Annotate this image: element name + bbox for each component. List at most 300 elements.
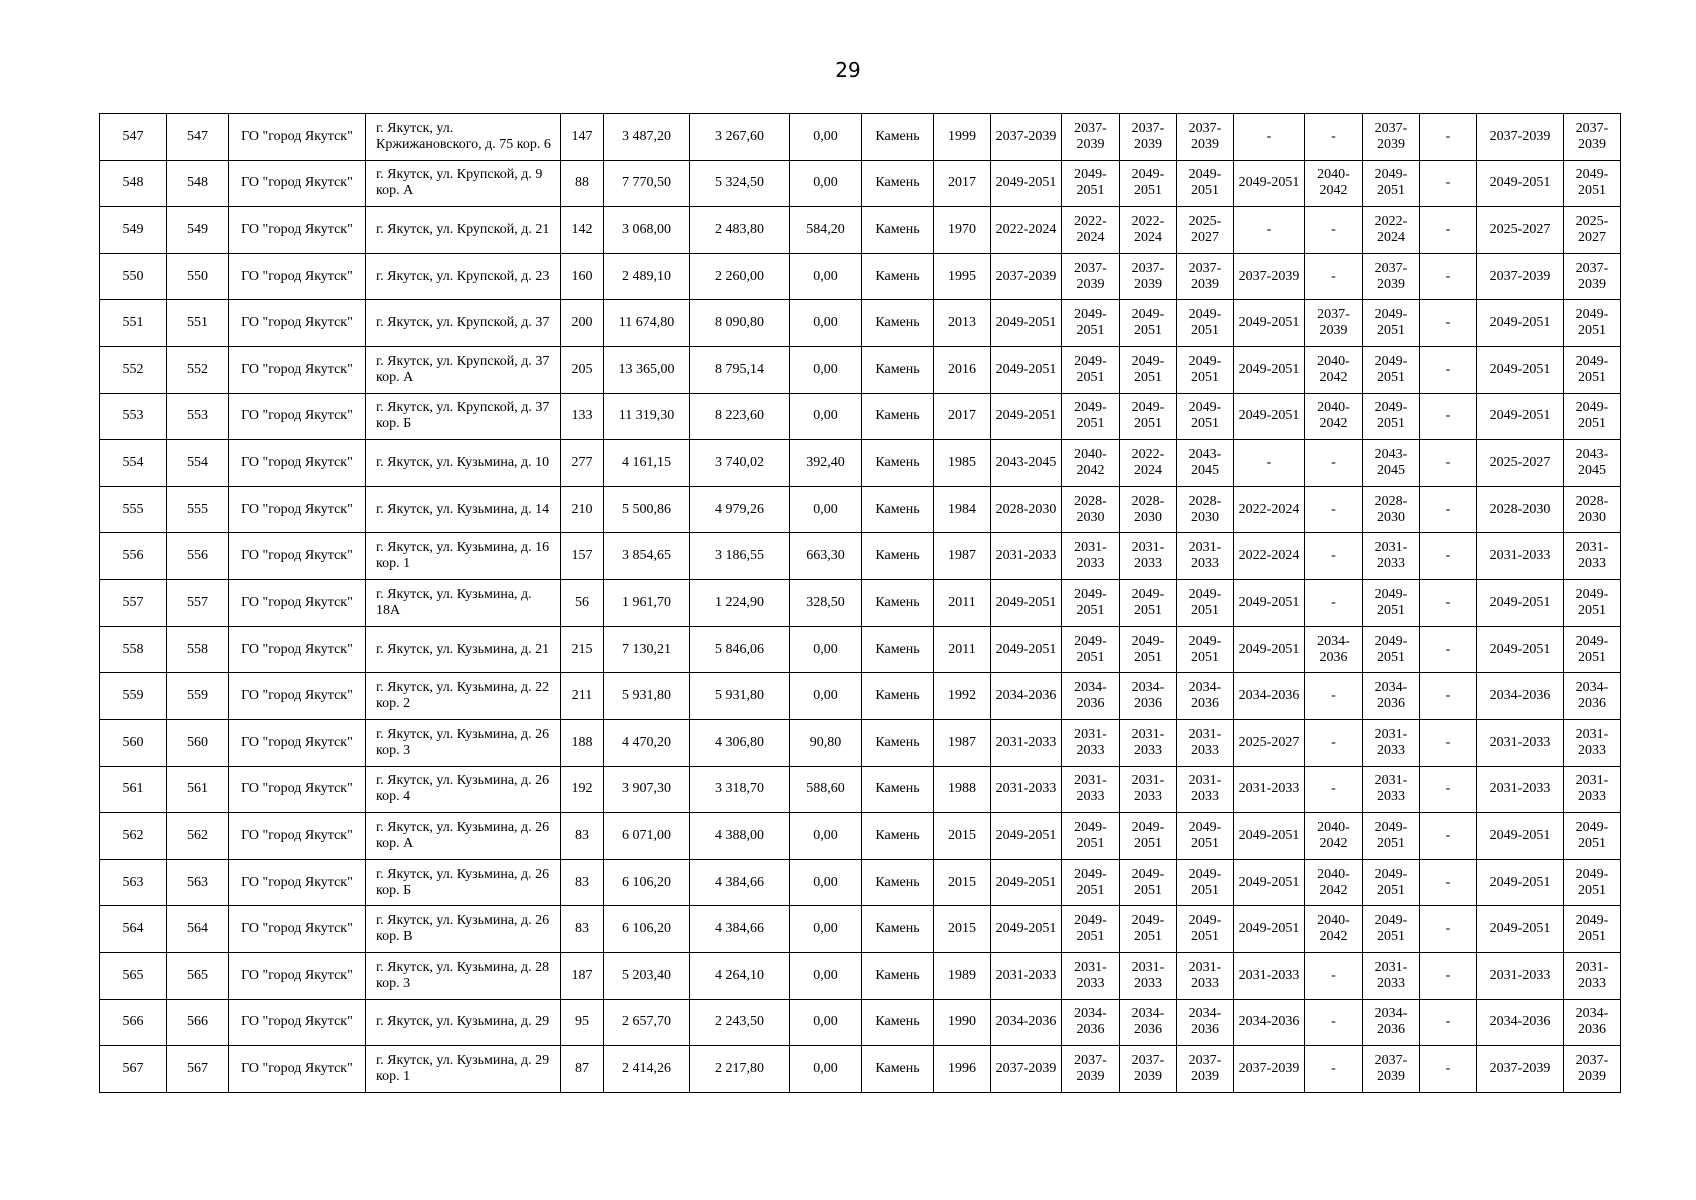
cell-period-3: 2022-2024 <box>1120 207 1177 254</box>
cell-period-8: - <box>1420 766 1477 813</box>
cell-period-4: 2031-2033 <box>1177 766 1234 813</box>
cell-row-number: 566 <box>100 999 167 1046</box>
cell-period-8: - <box>1420 300 1477 347</box>
cell-total-area: 5 931,80 <box>604 673 690 720</box>
table-row <box>100 766 1621 813</box>
cell-nonresidential-area: 0,00 <box>790 952 862 999</box>
cell-build-year: 2017 <box>934 160 991 207</box>
cell-build-year: 1987 <box>934 533 991 580</box>
cell-municipality: ГО "город Якутск" <box>229 114 366 161</box>
cell-period-9: 2049-2051 <box>1477 813 1564 860</box>
cell-residential-area: 5 846,06 <box>690 626 790 673</box>
cell-period-2: 2031-2033 <box>1062 766 1120 813</box>
cell-period-10: 2049-2051 <box>1564 300 1621 347</box>
cell-record-number: 564 <box>167 906 229 953</box>
cell-period-1: 2049-2051 <box>991 393 1062 440</box>
cell-period-7: 2049-2051 <box>1363 626 1420 673</box>
cell-wall-material: Камень <box>862 999 934 1046</box>
cell-address: г. Якутск, ул. Кузьмина, д. 26 кор. Б <box>366 859 561 906</box>
cell-municipality: ГО "город Якутск" <box>229 859 366 906</box>
cell-period-9: 2031-2033 <box>1477 952 1564 999</box>
cell-address: г. Якутск, ул. Кузьмина, д. 16 кор. 1 <box>366 533 561 580</box>
cell-period-6: 2040-2042 <box>1305 347 1363 394</box>
cell-period-10: 2049-2051 <box>1564 160 1621 207</box>
cell-period-2: 2049-2051 <box>1062 906 1120 953</box>
cell-period-2: 2037-2039 <box>1062 114 1120 161</box>
cell-period-4: 2037-2039 <box>1177 114 1234 161</box>
cell-municipality: ГО "город Якутск" <box>229 952 366 999</box>
cell-period-10: 2043-2045 <box>1564 440 1621 487</box>
cell-period-2: 2037-2039 <box>1062 1046 1120 1093</box>
cell-total-area: 2 657,70 <box>604 999 690 1046</box>
cell-record-number: 549 <box>167 207 229 254</box>
cell-period-6: - <box>1305 1046 1363 1093</box>
cell-residential-area: 2 260,00 <box>690 253 790 300</box>
cell-period-4: 2049-2051 <box>1177 160 1234 207</box>
cell-row-number: 553 <box>100 393 167 440</box>
cell-municipality: ГО "город Якутск" <box>229 160 366 207</box>
cell-period-3: 2049-2051 <box>1120 859 1177 906</box>
cell-period-3: 2037-2039 <box>1120 1046 1177 1093</box>
cell-period-6: 2040-2042 <box>1305 160 1363 207</box>
cell-period-5: 2037-2039 <box>1234 1046 1305 1093</box>
cell-period-10: 2031-2033 <box>1564 533 1621 580</box>
cell-period-6: 2040-2042 <box>1305 906 1363 953</box>
cell-period-5: 2049-2051 <box>1234 906 1305 953</box>
cell-municipality: ГО "город Якутск" <box>229 253 366 300</box>
cell-wall-material: Камень <box>862 160 934 207</box>
cell-period-5: 2034-2036 <box>1234 673 1305 720</box>
cell-period-9: 2037-2039 <box>1477 114 1564 161</box>
table-row <box>100 673 1621 720</box>
cell-period-2: 2049-2051 <box>1062 347 1120 394</box>
cell-period-7: 2049-2051 <box>1363 393 1420 440</box>
cell-record-number: 567 <box>167 1046 229 1093</box>
cell-nonresidential-area: 0,00 <box>790 393 862 440</box>
cell-period-5: - <box>1234 440 1305 487</box>
table-body <box>100 114 1621 1093</box>
cell-period-9: 2049-2051 <box>1477 160 1564 207</box>
cell-period-1: 2037-2039 <box>991 1046 1062 1093</box>
cell-total-area: 3 907,30 <box>604 766 690 813</box>
cell-period-1: 2031-2033 <box>991 766 1062 813</box>
cell-period-3: 2031-2033 <box>1120 952 1177 999</box>
page-number: 29 <box>835 58 861 82</box>
cell-record-number: 548 <box>167 160 229 207</box>
cell-record-number: 555 <box>167 486 229 533</box>
cell-build-year: 1984 <box>934 486 991 533</box>
cell-period-3: 2037-2039 <box>1120 253 1177 300</box>
cell-nonresidential-area: 584,20 <box>790 207 862 254</box>
cell-residents: 88 <box>561 160 604 207</box>
cell-nonresidential-area: 663,30 <box>790 533 862 580</box>
cell-wall-material: Камень <box>862 673 934 720</box>
cell-wall-material: Камень <box>862 393 934 440</box>
cell-period-3: 2049-2051 <box>1120 580 1177 627</box>
cell-period-10: 2049-2051 <box>1564 580 1621 627</box>
cell-row-number: 547 <box>100 114 167 161</box>
cell-record-number: 554 <box>167 440 229 487</box>
cell-record-number: 550 <box>167 253 229 300</box>
cell-period-2: 2049-2051 <box>1062 580 1120 627</box>
cell-build-year: 1996 <box>934 1046 991 1093</box>
cell-total-area: 7 770,50 <box>604 160 690 207</box>
cell-nonresidential-area: 0,00 <box>790 160 862 207</box>
cell-address: г. Якутск, ул. Крупской, д. 37 кор. Б <box>366 393 561 440</box>
cell-period-9: 2034-2036 <box>1477 673 1564 720</box>
cell-period-4: 2028-2030 <box>1177 486 1234 533</box>
table-row <box>100 486 1621 533</box>
cell-address: г. Якутск, ул. Крупской, д. 37 кор. А <box>366 347 561 394</box>
cell-period-8: - <box>1420 813 1477 860</box>
cell-period-7: 2049-2051 <box>1363 160 1420 207</box>
cell-nonresidential-area: 328,50 <box>790 580 862 627</box>
cell-period-1: 2037-2039 <box>991 114 1062 161</box>
table-row <box>100 580 1621 627</box>
table-row <box>100 253 1621 300</box>
cell-residential-area: 4 264,10 <box>690 952 790 999</box>
cell-period-8: - <box>1420 580 1477 627</box>
cell-period-10: 2049-2051 <box>1564 626 1621 673</box>
cell-period-1: 2049-2051 <box>991 580 1062 627</box>
cell-period-10: 2028-2030 <box>1564 486 1621 533</box>
cell-residents: 157 <box>561 533 604 580</box>
cell-period-2: 2034-2036 <box>1062 999 1120 1046</box>
cell-record-number: 561 <box>167 766 229 813</box>
cell-period-6: - <box>1305 766 1363 813</box>
cell-period-4: 2043-2045 <box>1177 440 1234 487</box>
cell-period-7: 2031-2033 <box>1363 719 1420 766</box>
cell-wall-material: Камень <box>862 1046 934 1093</box>
cell-residents: 83 <box>561 906 604 953</box>
cell-residential-area: 3 267,60 <box>690 114 790 161</box>
cell-residential-area: 5 324,50 <box>690 160 790 207</box>
cell-residential-area: 2 483,80 <box>690 207 790 254</box>
cell-municipality: ГО "город Якутск" <box>229 673 366 720</box>
cell-residential-area: 3 740,02 <box>690 440 790 487</box>
cell-period-5: 2022-2024 <box>1234 533 1305 580</box>
cell-row-number: 559 <box>100 673 167 720</box>
cell-period-2: 2049-2051 <box>1062 300 1120 347</box>
cell-period-8: - <box>1420 253 1477 300</box>
cell-build-year: 2011 <box>934 626 991 673</box>
cell-period-6: - <box>1305 253 1363 300</box>
cell-period-1: 2034-2036 <box>991 999 1062 1046</box>
cell-period-10: 2034-2036 <box>1564 999 1621 1046</box>
cell-period-8: - <box>1420 347 1477 394</box>
cell-period-7: 2037-2039 <box>1363 253 1420 300</box>
cell-period-6: 2034-2036 <box>1305 626 1363 673</box>
cell-residents: 83 <box>561 859 604 906</box>
table-row <box>100 999 1621 1046</box>
cell-total-area: 3 854,65 <box>604 533 690 580</box>
cell-period-8: - <box>1420 719 1477 766</box>
cell-period-8: - <box>1420 533 1477 580</box>
cell-period-8: - <box>1420 160 1477 207</box>
cell-period-2: 2031-2033 <box>1062 952 1120 999</box>
cell-period-4: 2049-2051 <box>1177 347 1234 394</box>
cell-address: г. Якутск, ул. Кузьмина, д. 22 кор. 2 <box>366 673 561 720</box>
table-row <box>100 952 1621 999</box>
cell-build-year: 2016 <box>934 347 991 394</box>
cell-municipality: ГО "город Якутск" <box>229 440 366 487</box>
cell-nonresidential-area: 0,00 <box>790 347 862 394</box>
cell-period-1: 2028-2030 <box>991 486 1062 533</box>
cell-period-5: 2025-2027 <box>1234 719 1305 766</box>
cell-nonresidential-area: 0,00 <box>790 859 862 906</box>
cell-residents: 200 <box>561 300 604 347</box>
cell-period-4: 2049-2051 <box>1177 626 1234 673</box>
cell-nonresidential-area: 90,80 <box>790 719 862 766</box>
cell-period-1: 2049-2051 <box>991 160 1062 207</box>
table-row <box>100 533 1621 580</box>
cell-total-area: 2 489,10 <box>604 253 690 300</box>
cell-build-year: 1992 <box>934 673 991 720</box>
cell-period-1: 2034-2036 <box>991 673 1062 720</box>
cell-period-5: - <box>1234 114 1305 161</box>
cell-residents: 133 <box>561 393 604 440</box>
cell-residential-area: 3 186,55 <box>690 533 790 580</box>
cell-period-2: 2028-2030 <box>1062 486 1120 533</box>
cell-period-7: 2037-2039 <box>1363 1046 1420 1093</box>
cell-period-8: - <box>1420 207 1477 254</box>
cell-residents: 192 <box>561 766 604 813</box>
cell-period-3: 2034-2036 <box>1120 673 1177 720</box>
cell-period-6: - <box>1305 952 1363 999</box>
cell-row-number: 556 <box>100 533 167 580</box>
cell-address: г. Якутск, ул. Крупской, д. 21 <box>366 207 561 254</box>
cell-residential-area: 4 306,80 <box>690 719 790 766</box>
cell-record-number: 560 <box>167 719 229 766</box>
cell-period-7: 2037-2039 <box>1363 114 1420 161</box>
cell-period-10: 2049-2051 <box>1564 906 1621 953</box>
cell-period-8: - <box>1420 952 1477 999</box>
cell-period-8: - <box>1420 114 1477 161</box>
cell-period-2: 2037-2039 <box>1062 253 1120 300</box>
cell-period-8: - <box>1420 1046 1477 1093</box>
cell-period-9: 2034-2036 <box>1477 999 1564 1046</box>
cell-period-9: 2025-2027 <box>1477 207 1564 254</box>
cell-municipality: ГО "город Якутск" <box>229 813 366 860</box>
cell-period-6: 2040-2042 <box>1305 393 1363 440</box>
cell-address: г. Якутск, ул. Кузьмина, д. 21 <box>366 626 561 673</box>
cell-residents: 215 <box>561 626 604 673</box>
cell-period-6: 2040-2042 <box>1305 859 1363 906</box>
cell-record-number: 556 <box>167 533 229 580</box>
cell-total-area: 6 106,20 <box>604 859 690 906</box>
cell-period-4: 2049-2051 <box>1177 393 1234 440</box>
cell-municipality: ГО "город Якутск" <box>229 486 366 533</box>
cell-total-area: 2 414,26 <box>604 1046 690 1093</box>
cell-period-9: 2049-2051 <box>1477 580 1564 627</box>
cell-period-4: 2037-2039 <box>1177 253 1234 300</box>
cell-record-number: 563 <box>167 859 229 906</box>
cell-total-area: 6 071,00 <box>604 813 690 860</box>
cell-period-3: 2031-2033 <box>1120 719 1177 766</box>
cell-residents: 87 <box>561 1046 604 1093</box>
cell-wall-material: Камень <box>862 300 934 347</box>
cell-period-9: 2025-2027 <box>1477 440 1564 487</box>
cell-municipality: ГО "город Якутск" <box>229 1046 366 1093</box>
cell-period-5: 2049-2051 <box>1234 813 1305 860</box>
cell-period-8: - <box>1420 859 1477 906</box>
cell-period-2: 2049-2051 <box>1062 160 1120 207</box>
cell-residents: 147 <box>561 114 604 161</box>
cell-build-year: 1988 <box>934 766 991 813</box>
cell-period-5: - <box>1234 207 1305 254</box>
cell-record-number: 558 <box>167 626 229 673</box>
cell-total-area: 3 487,20 <box>604 114 690 161</box>
cell-period-2: 2049-2051 <box>1062 393 1120 440</box>
cell-period-2: 2049-2051 <box>1062 813 1120 860</box>
cell-period-7: 2022-2024 <box>1363 207 1420 254</box>
table-row <box>100 207 1621 254</box>
cell-municipality: ГО "город Якутск" <box>229 719 366 766</box>
cell-period-5: 2049-2051 <box>1234 347 1305 394</box>
cell-period-7: 2049-2051 <box>1363 859 1420 906</box>
cell-record-number: 566 <box>167 999 229 1046</box>
cell-nonresidential-area: 0,00 <box>790 300 862 347</box>
cell-period-5: 2049-2051 <box>1234 160 1305 207</box>
cell-period-6: - <box>1305 440 1363 487</box>
table-row <box>100 114 1621 161</box>
cell-row-number: 555 <box>100 486 167 533</box>
cell-period-10: 2034-2036 <box>1564 673 1621 720</box>
cell-municipality: ГО "город Якутск" <box>229 347 366 394</box>
cell-address: г. Якутск, ул. Крупской, д. 23 <box>366 253 561 300</box>
housing-register-table <box>99 113 1621 1093</box>
cell-period-8: - <box>1420 999 1477 1046</box>
cell-total-area: 3 068,00 <box>604 207 690 254</box>
table-row <box>100 859 1621 906</box>
cell-residents: 210 <box>561 486 604 533</box>
cell-period-5: 2022-2024 <box>1234 486 1305 533</box>
cell-period-6: 2037-2039 <box>1305 300 1363 347</box>
cell-period-8: - <box>1420 486 1477 533</box>
cell-period-5: 2049-2051 <box>1234 393 1305 440</box>
table-row <box>100 1046 1621 1093</box>
cell-residential-area: 4 384,66 <box>690 906 790 953</box>
cell-period-5: 2049-2051 <box>1234 580 1305 627</box>
cell-period-6: - <box>1305 580 1363 627</box>
cell-total-area: 7 130,21 <box>604 626 690 673</box>
cell-period-1: 2049-2051 <box>991 626 1062 673</box>
cell-address: г. Якутск, ул. Кузьмина, д. 26 кор. А <box>366 813 561 860</box>
cell-row-number: 560 <box>100 719 167 766</box>
cell-row-number: 548 <box>100 160 167 207</box>
cell-period-10: 2037-2039 <box>1564 1046 1621 1093</box>
cell-period-8: - <box>1420 626 1477 673</box>
cell-residential-area: 4 384,66 <box>690 859 790 906</box>
cell-total-area: 6 106,20 <box>604 906 690 953</box>
table-row <box>100 160 1621 207</box>
cell-record-number: 562 <box>167 813 229 860</box>
cell-period-7: 2031-2033 <box>1363 952 1420 999</box>
cell-period-2: 2022-2024 <box>1062 207 1120 254</box>
cell-nonresidential-area: 0,00 <box>790 486 862 533</box>
cell-total-area: 5 203,40 <box>604 952 690 999</box>
cell-address: г. Якутск, ул. Кузьмина, д. 28 кор. 3 <box>366 952 561 999</box>
cell-residential-area: 2 217,80 <box>690 1046 790 1093</box>
cell-period-1: 2043-2045 <box>991 440 1062 487</box>
cell-build-year: 2011 <box>934 580 991 627</box>
cell-period-7: 2049-2051 <box>1363 906 1420 953</box>
cell-municipality: ГО "город Якутск" <box>229 999 366 1046</box>
table-row <box>100 813 1621 860</box>
cell-period-10: 2049-2051 <box>1564 859 1621 906</box>
table-row <box>100 626 1621 673</box>
cell-total-area: 13 365,00 <box>604 347 690 394</box>
cell-residents: 56 <box>561 580 604 627</box>
cell-residents: 188 <box>561 719 604 766</box>
cell-record-number: 552 <box>167 347 229 394</box>
cell-residential-area: 8 223,60 <box>690 393 790 440</box>
cell-build-year: 2015 <box>934 813 991 860</box>
cell-wall-material: Камень <box>862 114 934 161</box>
cell-address: г. Якутск, ул. Кузьмина, д. 29 кор. 1 <box>366 1046 561 1093</box>
cell-period-9: 2049-2051 <box>1477 906 1564 953</box>
cell-period-9: 2028-2030 <box>1477 486 1564 533</box>
cell-build-year: 2015 <box>934 859 991 906</box>
cell-row-number: 561 <box>100 766 167 813</box>
cell-nonresidential-area: 392,40 <box>790 440 862 487</box>
table-row <box>100 719 1621 766</box>
cell-period-2: 2049-2051 <box>1062 859 1120 906</box>
cell-residential-area: 8 090,80 <box>690 300 790 347</box>
table-row <box>100 440 1621 487</box>
cell-period-5: 2037-2039 <box>1234 253 1305 300</box>
cell-wall-material: Камень <box>862 580 934 627</box>
cell-period-1: 2031-2033 <box>991 719 1062 766</box>
cell-period-9: 2037-2039 <box>1477 253 1564 300</box>
cell-period-7: 2031-2033 <box>1363 533 1420 580</box>
cell-row-number: 549 <box>100 207 167 254</box>
cell-municipality: ГО "город Якутск" <box>229 300 366 347</box>
cell-period-4: 2049-2051 <box>1177 580 1234 627</box>
cell-wall-material: Камень <box>862 626 934 673</box>
cell-build-year: 1989 <box>934 952 991 999</box>
cell-residents: 211 <box>561 673 604 720</box>
cell-row-number: 562 <box>100 813 167 860</box>
cell-period-10: 2025-2027 <box>1564 207 1621 254</box>
cell-residents: 277 <box>561 440 604 487</box>
cell-period-4: 2034-2036 <box>1177 999 1234 1046</box>
cell-period-3: 2037-2039 <box>1120 114 1177 161</box>
cell-period-7: 2049-2051 <box>1363 580 1420 627</box>
cell-total-area: 4 470,20 <box>604 719 690 766</box>
cell-total-area: 11 674,80 <box>604 300 690 347</box>
cell-period-3: 2022-2024 <box>1120 440 1177 487</box>
cell-nonresidential-area: 0,00 <box>790 906 862 953</box>
cell-residents: 83 <box>561 813 604 860</box>
cell-period-3: 2049-2051 <box>1120 300 1177 347</box>
cell-total-area: 5 500,86 <box>604 486 690 533</box>
cell-nonresidential-area: 0,00 <box>790 253 862 300</box>
cell-period-7: 2031-2033 <box>1363 766 1420 813</box>
cell-period-2: 2034-2036 <box>1062 673 1120 720</box>
cell-period-8: - <box>1420 393 1477 440</box>
cell-period-10: 2031-2033 <box>1564 766 1621 813</box>
cell-record-number: 551 <box>167 300 229 347</box>
cell-period-1: 2049-2051 <box>991 813 1062 860</box>
cell-build-year: 1985 <box>934 440 991 487</box>
cell-period-7: 2049-2051 <box>1363 300 1420 347</box>
cell-period-7: 2049-2051 <box>1363 347 1420 394</box>
cell-residential-area: 3 318,70 <box>690 766 790 813</box>
cell-period-9: 2049-2051 <box>1477 300 1564 347</box>
cell-period-7: 2034-2036 <box>1363 999 1420 1046</box>
cell-wall-material: Камень <box>862 859 934 906</box>
